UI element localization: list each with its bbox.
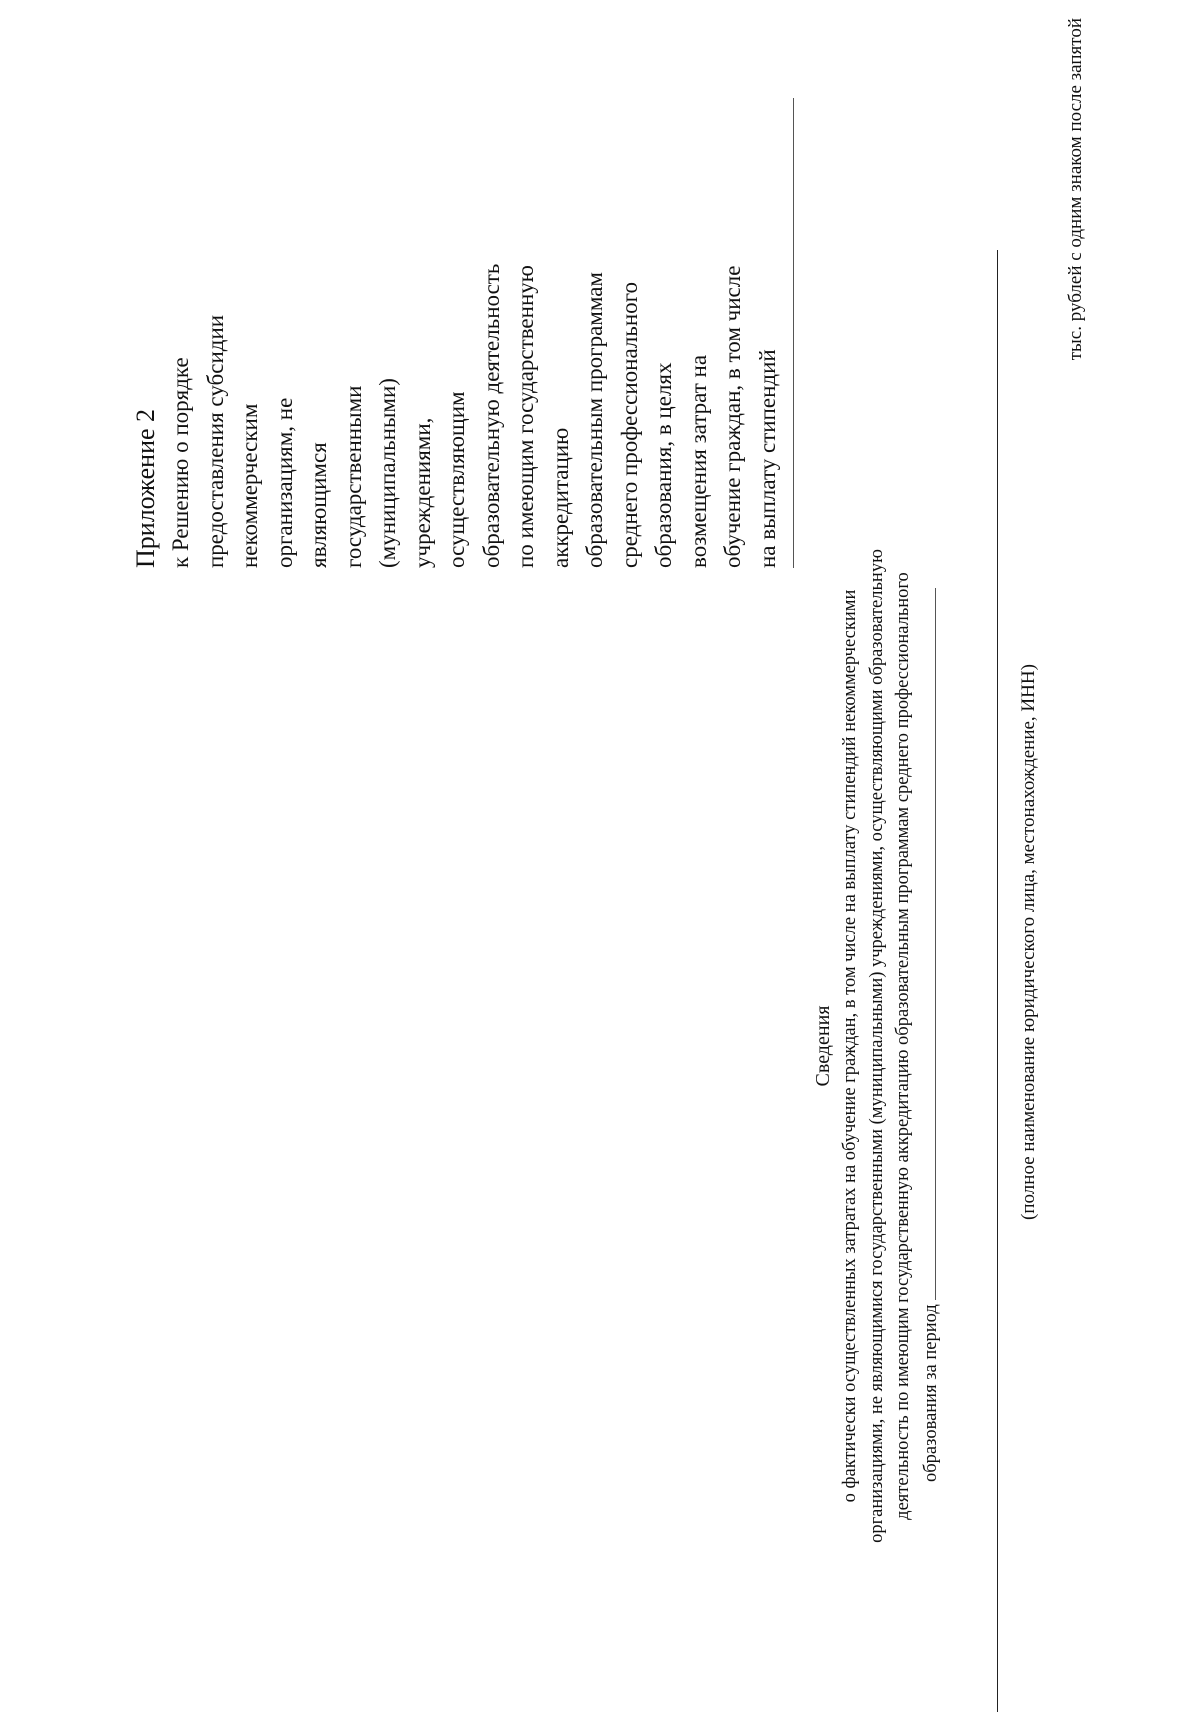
annex-line: по имеющим государственную [513,265,538,568]
annex-block [128,68,794,568]
annex-line: учреждениями, [409,417,435,568]
annex-line: среднего профессионального [616,281,642,568]
report-description [810,546,944,1546]
annex-line: образовательную деятельность [478,263,504,568]
annex-line: осуществляющим [444,391,469,568]
report-heading: Сведения [812,1005,834,1087]
annex-line: аккредитацию [547,427,573,568]
period-line [917,546,945,1546]
annex-line: к Решению о порядке [168,357,193,568]
annex-underline [785,98,794,568]
annex-line: образования, в целях [651,362,676,568]
report-line: организациями, не являющимися государственными (муниципальными) учреждениями, осуществляющими образовательную [866,549,887,1543]
annex-line: образовательным программам [582,272,607,568]
annex-line: возмещения затрат на [685,354,711,568]
annex-line: являющимся [306,442,331,568]
annex-line: обучение граждан, в том числе [720,265,745,568]
period-label: образования за период [920,1304,941,1482]
report-line: деятельность по имеющим государственную аккредитацию образовательным программам среднего профессионального [893,572,913,1520]
annex-line: на выплату стипендий [754,349,780,568]
period-blank-field[interactable] [917,588,936,1300]
annex-line: государственными [340,385,366,568]
annex-line: предоставления субсидии [202,314,228,568]
organization-name-field[interactable] [997,250,998,1712]
units-note: тыс. рублей с одним знаком после запятой [1065,18,1086,361]
annex-line: организациям, не [271,397,297,568]
annex-title: Приложение 2 [131,408,160,568]
report-line: о фактически осуществленных затратах на обучение граждан, в том числе на выплату стипендий некоммерческими [840,589,860,1503]
annex-line: (муниципальными) [375,378,400,568]
organization-caption: (полное наименование юридического лица, местонахождение, ИНН) [1018,664,1039,1220]
annex-line: некоммерческим [237,403,262,568]
